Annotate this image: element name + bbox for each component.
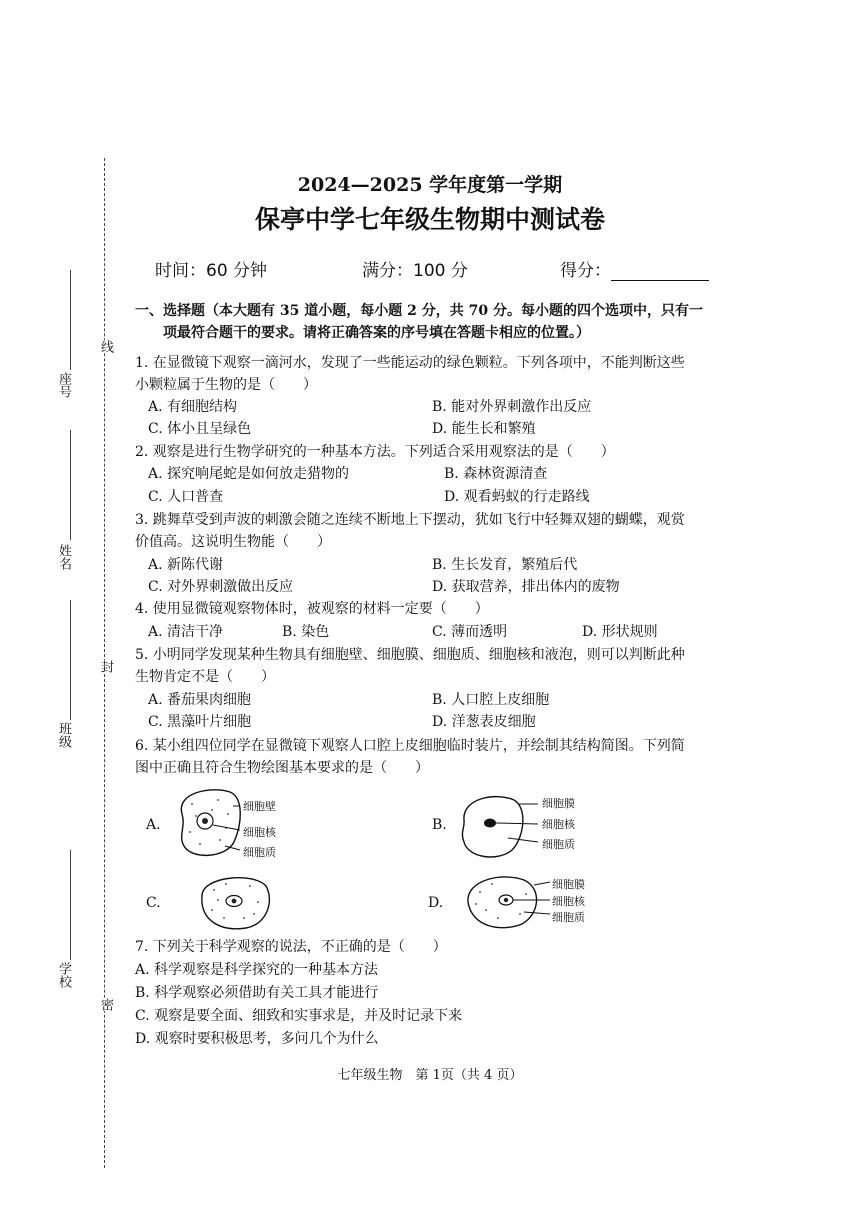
exam-time: 时间：60 分钟 [155, 261, 268, 281]
q2-option-c[interactable]: C. 人口普查 [148, 489, 224, 505]
binding-mark-feng: 封 [98, 660, 113, 673]
q2-option-b[interactable]: B. 森林资源清查 [444, 466, 548, 482]
q1-option-b[interactable]: B. 能对外界刺激作出反应 [432, 399, 592, 415]
q6-a-label-1: 细胞壁 [243, 800, 276, 813]
q2-stem: 2. 观察是进行生物学研究的一种基本方法。下列适合采用观察法的是（ ） [135, 444, 615, 460]
q1-stem-2: 小颗粒属于生物的是（ ） [135, 377, 317, 393]
q3-stem: 3. 跳舞草受到声波的刺激会随之连续不断地上下摆动，犹如飞行中轻舞双翅的蝴蝶，观赏 [135, 512, 685, 528]
score-field [560, 256, 709, 281]
school-blank-line[interactable] [70, 850, 71, 960]
q5-stem-2: 生物肯定不是（ ） [135, 669, 275, 685]
q3-option-c[interactable]: C. 对外界刺激做出反应 [148, 579, 294, 595]
q6-option-b[interactable]: B. [432, 817, 447, 833]
q2-option-a[interactable]: A. 探究响尾蛇是如何放走猎物的 [148, 466, 350, 482]
q6-option-a[interactable]: A. [146, 817, 161, 833]
q4-option-c[interactable]: C. 薄而透明 [432, 624, 508, 640]
q1-option-c[interactable]: C. 体小且呈绿色 [148, 421, 252, 437]
full-score: 满分：100 分 [362, 261, 468, 281]
score-label: 得分： [560, 261, 611, 281]
q7-option-b[interactable]: B. 科学观察必须借助有关工具才能进行 [135, 985, 379, 1001]
q6-a-label-3: 细胞质 [243, 846, 276, 859]
q4-option-b[interactable]: B. 染色 [282, 624, 330, 640]
q6-figure-c [196, 870, 276, 932]
q6-stem: 6. 某小组四位同学在显微镜下观察人口腔上皮细胞临时装片，并绘制其结构简图。下列简 [135, 738, 685, 754]
q6-option-c[interactable]: C. [146, 895, 161, 911]
q5-option-b[interactable]: B. 人口腔上皮细胞 [432, 692, 550, 708]
binding-mark-xian: 线 [98, 340, 113, 353]
q5-stem: 5. 小明同学发现某种生物具有细胞壁、细胞膜、细胞质、细胞核和液泡，则可以判断此种 [135, 647, 685, 663]
q6-d-label-3: 细胞质 [552, 911, 585, 924]
q6-b-label-2: 细胞核 [542, 818, 575, 831]
q5-option-a[interactable]: A. 番茄果肉细胞 [148, 692, 252, 708]
q3-option-a[interactable]: A. 新陈代谢 [148, 557, 224, 573]
section1-heading-2: 项最符合题干的要求。请将正确答案的序号填在答题卡相应的位置。） [163, 325, 590, 341]
q6-d-label-2: 细胞核 [552, 895, 585, 908]
q7-option-d[interactable]: D. 观察时要积极思考，多问几个为什么 [135, 1031, 379, 1047]
q7-option-c[interactable]: C. 观察是要全面、细致和实事求是，并及时记录下来 [135, 1008, 463, 1024]
page-footer: 七年级生物 第 1页（共 4 页） [337, 1068, 523, 1083]
q5-option-c[interactable]: C. 黑藻叶片细胞 [148, 714, 252, 730]
q7-stem: 7. 下列关于科学观察的说法，不正确的是（ ） [135, 939, 447, 955]
year-line: 2024—2025 学年度第一学期 [297, 174, 563, 196]
q3-option-d[interactable]: D. 获取营养，排出体内的废物 [432, 579, 620, 595]
q5-option-d[interactable]: D. 洋葱表皮细胞 [432, 714, 536, 730]
seat-blank-line[interactable] [70, 270, 71, 370]
q1-option-d[interactable]: D. 能生长和繁殖 [432, 421, 536, 437]
name-label: 姓名 [56, 544, 71, 570]
q4-option-a[interactable]: A. 清洁干净 [148, 624, 224, 640]
q3-stem-2: 价值高。这说明生物能（ ） [135, 534, 331, 550]
q6-a-label-2: 细胞核 [243, 826, 276, 839]
seat-label: 座号 [56, 372, 71, 398]
q1-option-a[interactable]: A. 有细胞结构 [148, 399, 238, 415]
q2-option-d[interactable]: D. 观看蚂蚁的行走路线 [444, 489, 590, 505]
exam-title: 保亭中学七年级生物期中测试卷 [254, 205, 605, 234]
q6-b-label-1: 细胞膜 [542, 797, 575, 810]
class-label: 班级 [56, 722, 71, 748]
q3-option-b[interactable]: B. 生长发育，繁殖后代 [432, 557, 578, 573]
q4-option-d[interactable]: D. 形状规则 [582, 624, 658, 640]
school-label: 学校 [56, 962, 71, 988]
section1-heading: 一、选择题（本大题有 35 道小题，每小题 2 分，共 70 分。每小题的四个选项中，只有一 [135, 303, 703, 319]
class-blank-line[interactable] [70, 600, 71, 720]
score-blank[interactable] [611, 262, 709, 281]
name-blank-line[interactable] [70, 430, 71, 540]
q6-d-label-1: 细胞膜 [552, 878, 585, 891]
q6-b-label-3: 细胞质 [542, 838, 575, 851]
binding-mark-mi: 密 [98, 998, 113, 1011]
q6-option-d[interactable]: D. [428, 895, 444, 911]
q6-figure-d [462, 870, 612, 932]
q1-stem: 1. 在显微镜下观察一滴河水，发现了一些能运动的绿色颗粒。下列各项中，不能判断这些 [135, 355, 685, 371]
q6-figure-b [456, 792, 616, 862]
q6-stem-2: 图中正确且符合生物绘图基本要求的是（ ） [135, 760, 429, 776]
q7-option-a[interactable]: A. 科学观察是科学探究的一种基本方法 [135, 962, 379, 978]
q4-stem: 4. 使用显微镜观察物体时，被观察的材料一定要（ ） [135, 601, 489, 617]
